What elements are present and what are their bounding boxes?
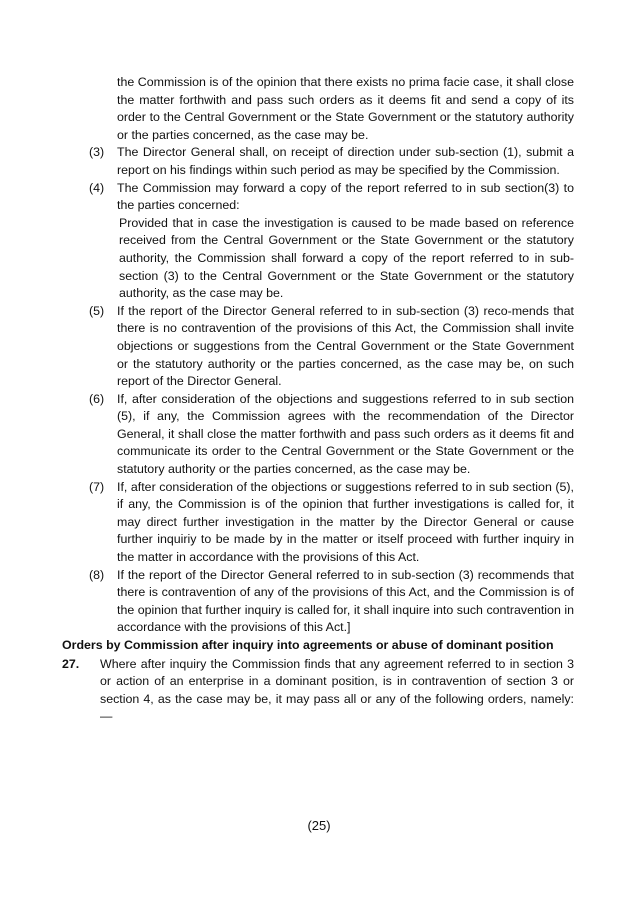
- subsection-text: If the report of the Director General referred to in sub-section (3) recommends that there is contravention of any of the provisions of this Act, and the Commission is of the opinion that further inquiry is called for, it shall inquire into such contravention in accordance with the provisions of this Act.]: [117, 567, 574, 635]
- subsection-number: (5): [89, 303, 105, 318]
- subsection-number: (6): [89, 391, 105, 406]
- proviso-paragraph: Provided that in case the investigation is caused to be made based on reference received from the Central Government or the State Government or the statutory authority, the Commission shall forward a copy of the report referred to in sub- section (3) to the Central Government or the State Government or the statutory authority, as the case may be.: [119, 215, 574, 301]
- subsection-text: The Director General shall, on receipt of direction under sub-section (1), submit a report on his findings within such period as may be specified by the Commission.: [117, 145, 574, 177]
- subsection-number: (7): [89, 479, 105, 494]
- subsection-text: The Commission may forward a copy of the report referred to in sub section(3) to the parties concerned:: [117, 180, 574, 213]
- subsection-number: (4): [89, 180, 105, 195]
- section-27: [62, 656, 574, 726]
- subsection-number: (8): [89, 567, 105, 582]
- document-page: [62, 74, 574, 726]
- subsection-7: [62, 479, 574, 567]
- subsection-3: [62, 144, 574, 179]
- subsection-4: [62, 180, 574, 215]
- subsection-6: [62, 391, 574, 479]
- subsection-number: (3): [89, 145, 105, 160]
- section-text: Where after inquiry the Commission finds that any agreement referred to in section 3 or action of an enterprise in a dominant position, is in contravention of section 3 or section 4, as the case may be, it may pass all or any of the following orders, namely:—: [100, 656, 574, 724]
- subsection-text: If, after consideration of the objections or suggestions referred to in sub section (5), if any, the Commission is of the opinion that further investigations is called for, it may direct further investigation in the matter by the Director General or cause further inquiriy to be made by in the matter or itself proceed with further inquiry in the matter in accordance with the provisions of this Act.: [117, 479, 574, 565]
- continuation-paragraph: the Commission is of the opinion that there exists no prima facie case, it shall close the matter forthwith and pass such orders as it deems fit and send a copy of its order to the Central Government or the State Government or the statutory authority or the parties concerned, as the case may be.: [117, 75, 574, 142]
- page-number: (25): [307, 818, 331, 833]
- subsection-8: [62, 567, 574, 637]
- subsection-text: If the report of the Director General referred to in sub-section (3) reco-mends that there is no contravention of the provisions of this Act, the Commission shall invite objections or suggestions from the Central Government or the State Government or the statutory authority or the parties concerned, as the case may be, on such report of the Director General.: [117, 303, 574, 389]
- section-heading: Orders by Commission after inquiry into agreements or abuse of dominant position: [62, 638, 554, 652]
- section-number: 27.: [62, 656, 80, 671]
- subsection-5: [62, 303, 574, 391]
- subsection-text: If, after consideration of the objections and suggestions referred to in sub section (5), if any, the Commission agrees with the recommendation of the Director General, it shall close the matter forthwith and pass such orders as it deems fit and communicate its order to the Central Government or the State Government or the statutory authority or the parties concerned, as the case may be.: [117, 391, 574, 477]
